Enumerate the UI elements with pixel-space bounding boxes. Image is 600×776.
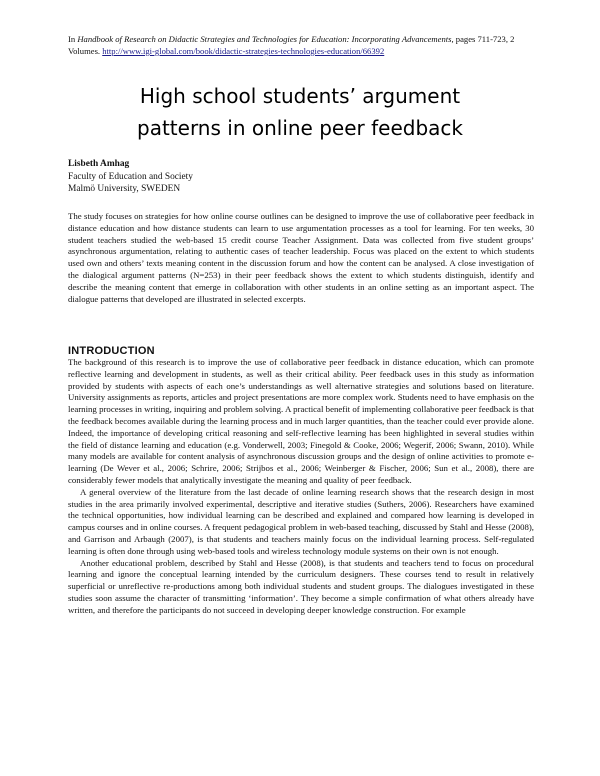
citation-url-link[interactable]: http://www.igi-global.com/book/didactic-strategies-technologies-education/66392 (102, 46, 385, 56)
section-heading-introduction: INTRODUCTION (68, 345, 155, 357)
citation-header (68, 33, 538, 57)
intro-paragraph-3: Another educational problem, described by Stahl and Hesse (2008), is that students and teachers tend to focus on procedural learning and ignore the conceptual learning intended by the curriculum designers. These courses tend to result in relatively superficial or unreflective re-productions among both individual students and student groups. The dialogues investigated in these studies soon assume the character of transmitting ‘information’. They become a simple confirmation of what others already have written, and therefore the participants do not succeed in developing deeper knowledge construction. For example (68, 557, 534, 615)
introduction-body (68, 357, 534, 617)
intro-paragraph-2: A general overview of the literature from the last decade of online learning research shows that the research design in most studies in the area primarily involved experimental, descriptive and iterative studies (Suthers, 2006). Researchers have examined the technical opportunities, how individual learning can be described and explained and compared how learning is developed in campus courses and in online courses. A frequent pedagogical problem in web-based teaching, discussed by Stahl and Hesse (2008), and Garrison and Arbaugh (2007), is that students and teachers mainly focus on the individual learning process. Self-regulated learning is often done through using web-based tools and wireless technology module systems on their own is not enough. (68, 486, 534, 556)
citation-pages: , pages 711-723, 2 Volumes. (68, 34, 515, 56)
citation-prefix: In (68, 34, 78, 44)
author-name: Lisbeth Amhag (68, 159, 130, 169)
author-block (68, 158, 368, 196)
author-affiliation: Faculty of Education and Society (68, 171, 193, 182)
author-institution: Malmö University, SWEDEN (68, 184, 181, 194)
paper-title (40, 80, 560, 144)
citation-book-title: Handbook of Research on Didactic Strategies and Technologies for Education: Incorporating Advancements (77, 34, 452, 44)
title-line-1: High school students’ argument (139, 84, 461, 108)
intro-paragraph-1: The background of this research is to improve the use of collaborative peer feedback in distance education, which can promote reflective learning and development in students, as well as their critical ability. Peer feedback uses in this study as information provided by students with aspects of each one’s understandings as well alternative strategies and solutions based on literature. University assignments as reports, articles and project presentations are more complex work. Students need to have emphasis on the learning processes in writing, inquiring and problem solving. A practical benefit of implementing collaborative peer feedback is that the feedback becomes available during the learning process and in much larger quantities, than the teacher could ever provide alone. Indeed, the importance of developing critical reasoning and self-reflective learning has been highlighted in several studies within the field of distance learning and education (e.g. Vonderwell, 2003; Finegold & Cooke, 2006; Wegerif, 2006; Swann, 2010). While many models are available for content analysis of asynchronous discussion groups and the design of online activities to promote e-learning (De Wever et al., 2006; Schrire, 2006; Strijbos et al., 2006; Weinberger & Fischer, 2006; Sun et al., 2008), there are considerably fewer models that analytically investigate the meaning and quality of peer feedback. (68, 357, 534, 485)
title-line-2: patterns in online peer feedback (137, 116, 463, 140)
abstract: The study focuses on strategies for how online course outlines can be designed to improve the use of collaborative peer feedback in distance education and how distance students can learn to use argumentation processes as a tool for learning. For ten weeks, 30 student teachers studied the web-based 15 credit course Teacher Assignment. Data was collected from five student groups’ asynchronous argumentation, relating to authentic cases of teacher leadership. Focus was placed on the extent to which students used own and others’ texts meaning content in the discussion forum and how the content can be analysed. A close investigation of the dialogical argument patterns (N=253) in their peer feedback shows the extent to which students distinguish, identify and describe the meaning content that emerge in collaboration with other students in an online setting as an important aspect. The dialogue patterns that developed are illustrated in selected excerpts. (68, 211, 534, 304)
